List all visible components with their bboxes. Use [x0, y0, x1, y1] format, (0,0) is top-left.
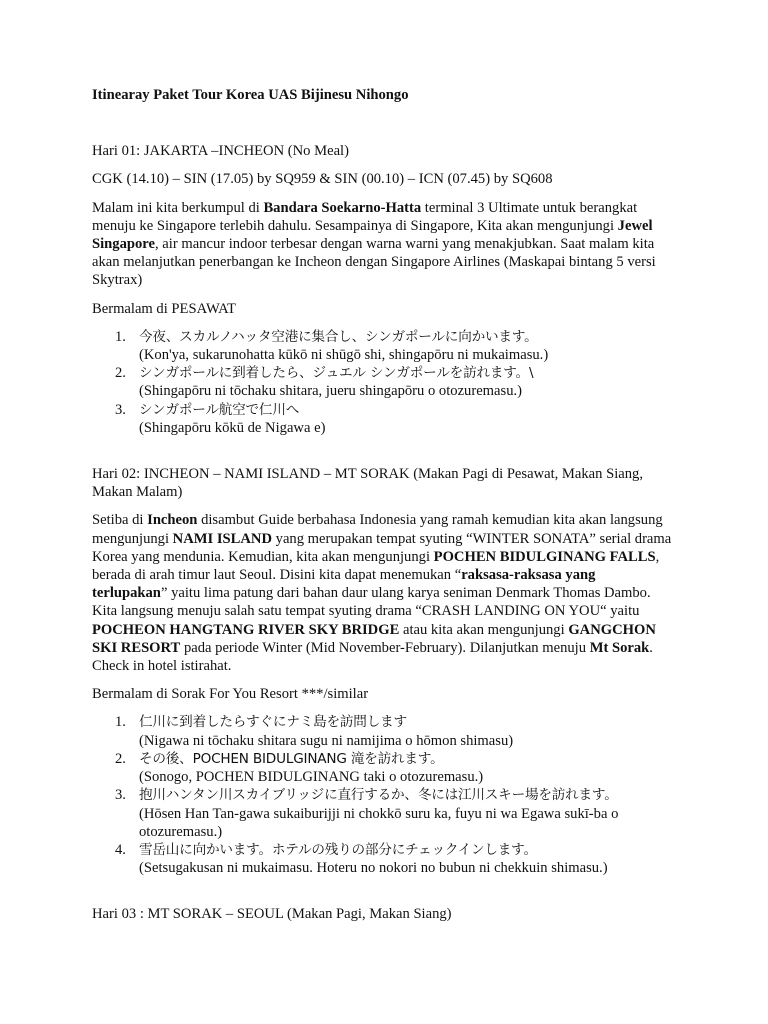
list-number: 4.	[115, 841, 126, 858]
day-1-list	[92, 328, 674, 437]
romaji-text: (Shingapōru kōkū de Nigawa e)	[139, 419, 326, 436]
list-item	[92, 750, 674, 786]
romaji-text: (Hōsen Han Tan-gawa sukaiburijji ni chokkō suru ka, fuyu ni wa Egawa sukī-ba o otozuremasu.)	[139, 805, 619, 840]
day-1-heading: Hari 01: JAKARTA –INCHEON (No Meal)	[92, 143, 349, 160]
day-1-description	[92, 199, 674, 290]
list-item	[92, 713, 674, 749]
japanese-text: 今夜、スカルノハッタ空港に集合し、シンガポールに向かいます。	[139, 328, 538, 345]
text-span: disambut Guide berbahasa Indonesia yang ramah kemudian kita akan langsung mengunjungi	[92, 512, 663, 547]
document-content	[92, 86, 674, 924]
list-number: 2.	[115, 750, 126, 767]
japanese-text: その後、POCHEN BIDULGINANG 滝を訪れます。	[139, 750, 444, 767]
bold-text: Mt Sorak	[589, 639, 650, 656]
romaji-text: (Kon'ya, sukarunohatta kūkō ni shūgō shi, shingapōru ni mukaimasu.)	[139, 347, 549, 364]
list-item	[92, 328, 674, 364]
list-number: 2.	[115, 365, 126, 382]
list-number: 3.	[115, 787, 126, 804]
day-3-heading: Hari 03 : MT SORAK – SEOUL (Makan Pagi, Makan Siang)	[92, 906, 452, 923]
day-2-overnight: Bermalam di Sorak For You Resort ***/similar	[92, 686, 369, 703]
text-span: terminal 3 Ultimate untuk berangkat menuju ke Singapore terlebih dahulu. Sesampainya di Singapore, Kita akan mengunjungi	[92, 199, 638, 234]
day-2-list	[92, 713, 674, 877]
bold-text: POCHEN BIDULGINANG FALLS	[433, 548, 656, 565]
bold-text: Jewel Singapore	[92, 217, 653, 253]
day-1-overnight: Bermalam di PESAWAT	[92, 300, 236, 317]
romaji-text: (Nigawa ni tōchaku shitara sugu ni namijima o hōmon shimasu)	[139, 732, 514, 749]
text-span: , berada di arah timur laut Seoul. Disini kita dapat menemukan “	[92, 548, 660, 584]
text-span: , air mancur indoor terbesar dengan warna warni yang menakjubkan. Saat malam kita akan melanjutkan penerbangan ke Incheon dengan Singapore Airlines (Maskapai bintang 5 versi Skytrax)	[92, 236, 656, 289]
list-number: 1.	[115, 328, 126, 345]
list-item	[92, 786, 674, 841]
list-number: 3.	[115, 401, 126, 418]
bold-text: POCHEON HANGTANG RIVER SKY BRIDGE	[92, 621, 400, 638]
bold-text: Incheon	[147, 512, 198, 529]
romaji-text: (Shingapōru ni tōchaku shitara, jueru shingapōru o otozuremasu.)	[139, 383, 522, 400]
japanese-text: シンガポール航空で仁川へ	[139, 401, 300, 418]
bold-text: raksasa-raksasa yang terlupakan	[92, 567, 596, 602]
text-span: Setiba di	[92, 512, 148, 529]
bold-text: GANGCHON SKI RESORT	[92, 621, 656, 656]
romaji-text: (Sonogo, POCHEN BIDULGINANG taki o otozuremasu.)	[139, 769, 484, 786]
text-span: ” yaitu lima patung dari bahan daur ulang karya seniman Denmark Thomas Dambo. Kita langsung menuju salah satu tempat syuting drama “CRASH LANDING ON YOU“ yaitu	[92, 585, 651, 620]
day-1-flight-info: CGK (14.10) – SIN (17.05) by SQ959 & SIN (00.10) – ICN (07.45) by SQ608	[92, 171, 553, 188]
list-item	[92, 364, 674, 400]
bold-text: Bandara Soekarno-Hatta	[263, 199, 422, 216]
text-span: pada periode Winter (Mid November-February). Dilanjutkan menuju	[180, 639, 590, 656]
bold-text: NAMI ISLAND	[172, 530, 272, 547]
text-span: yang merupakan tempat syuting “WINTER SONATA” serial drama Korea yang mendunia. Kemudian, kita akan mengunjungi	[92, 530, 672, 565]
list-number: 1.	[115, 714, 126, 731]
day-2-heading: Hari 02: INCHEON – NAMI ISLAND – MT SORAK (Makan Pagi di Pesawat, Makan Siang, Makan Malam)	[92, 466, 643, 501]
document-title: Itinearay Paket Tour Korea UAS Bijinesu Nihongo	[92, 87, 409, 103]
japanese-text: 雪岳山に向かいます。ホテルの残りの部分にチェックインします。	[139, 841, 537, 858]
japanese-text: 仁川に到着したらすぐにナミ島を訪問します	[139, 714, 407, 731]
japanese-text: 抱川ハンタン川スカイブリッジに直行するか、冬には江川スキー場を訪れます。	[139, 787, 618, 804]
day-2-description	[92, 511, 674, 675]
text-span: . Check in hotel istirahat.	[92, 639, 653, 675]
list-item	[92, 401, 674, 437]
text-span: Malam ini kita berkumpul di	[92, 199, 264, 216]
text-span: atau kita akan mengunjungi	[399, 621, 569, 638]
romaji-text: (Setsugakusan ni mukaimasu. Hoteru no nokori no bubun ni chekkuin shimasu.)	[139, 860, 608, 877]
list-item	[92, 841, 674, 877]
japanese-text: シンガポールに到着したら、ジュエル シンガポールを訪れます。\	[139, 365, 534, 382]
